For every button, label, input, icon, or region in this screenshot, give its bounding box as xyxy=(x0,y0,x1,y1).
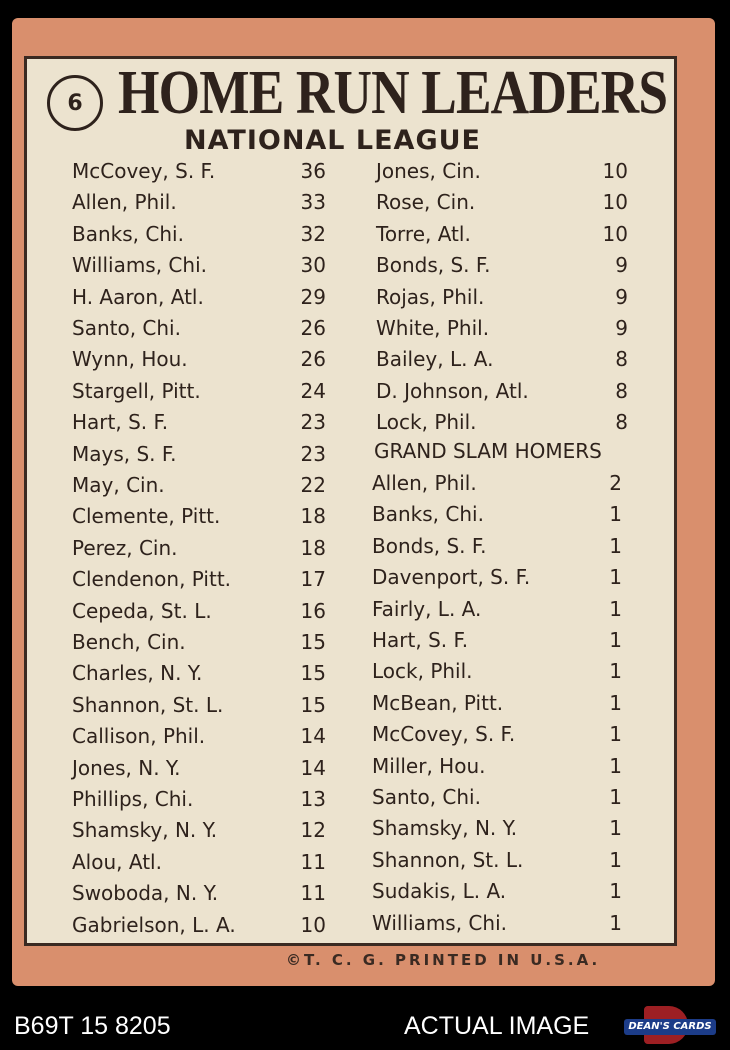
leader-row xyxy=(372,754,622,785)
logo-text: DEAN'S CARDS xyxy=(624,1019,716,1035)
home-run-count: 18 xyxy=(300,535,326,560)
player-name: Santo, Chi. xyxy=(72,316,181,340)
leader-row xyxy=(72,159,326,190)
home-run-count: 22 xyxy=(300,473,326,497)
leader-row xyxy=(376,190,628,221)
leader-row xyxy=(72,567,326,598)
leader-row xyxy=(376,347,628,378)
player-name: McCovey, S. F. xyxy=(72,159,216,183)
home-run-count: 26 xyxy=(300,316,326,340)
home-run-count: 1 xyxy=(609,816,622,841)
player-name: Lock, Phil. xyxy=(376,410,477,435)
league-subtitle: NATIONAL LEAGUE xyxy=(184,125,481,156)
inventory-code: B69T 15 8205 xyxy=(14,1012,171,1040)
player-name: Gabrielson, L. A. xyxy=(72,912,236,937)
home-run-count: 15 xyxy=(300,661,326,686)
player-name: Williams, Chi. xyxy=(372,910,507,935)
home-run-count: 1 xyxy=(609,596,622,621)
player-name: Wynn, Hou. xyxy=(72,347,188,372)
leader-row xyxy=(72,787,326,818)
leader-row xyxy=(72,253,326,284)
copyright-footer: ©T. C. G. PRINTED IN U.S.A. xyxy=(286,951,601,969)
home-run-count: 9 xyxy=(615,316,628,340)
leader-row xyxy=(72,693,326,724)
player-name: McBean, Pitt. xyxy=(372,690,504,715)
home-run-count: 18 xyxy=(300,504,326,529)
home-run-count: 10 xyxy=(602,159,628,183)
leader-row xyxy=(372,628,622,659)
player-name: Rojas, Phil. xyxy=(376,284,485,309)
home-run-count: 1 xyxy=(609,879,622,904)
home-run-count: 29 xyxy=(300,284,326,309)
leader-row xyxy=(372,691,622,722)
leader-row xyxy=(72,285,326,316)
home-run-count: 14 xyxy=(300,755,326,780)
player-name: Bonds, S. F. xyxy=(372,533,487,558)
leader-row xyxy=(72,661,326,692)
leader-row xyxy=(376,159,628,190)
leader-row xyxy=(72,724,326,755)
player-name: Shamsky, N. Y. xyxy=(72,818,218,843)
player-name: Phillips, Chi. xyxy=(72,787,194,811)
player-name: Perez, Cin. xyxy=(72,535,178,560)
home-run-count: 10 xyxy=(602,190,628,215)
leader-row xyxy=(72,881,326,912)
home-run-count: 15 xyxy=(300,630,326,654)
player-name: Banks, Chi. xyxy=(72,221,184,246)
home-run-count: 32 xyxy=(300,221,326,246)
player-name: Hart, S. F. xyxy=(72,410,169,435)
player-name: Rose, Cin. xyxy=(376,190,476,215)
leader-row xyxy=(72,347,326,378)
home-run-count: 13 xyxy=(300,787,326,811)
player-name: Allen, Phil. xyxy=(372,471,477,495)
leader-row xyxy=(72,222,326,253)
home-run-count: 30 xyxy=(300,253,326,278)
player-name: Santo, Chi. xyxy=(372,785,481,809)
leader-row xyxy=(372,911,622,942)
home-run-count: 1 xyxy=(609,910,622,935)
leader-row xyxy=(372,534,622,565)
player-name: Bench, Cin. xyxy=(72,630,186,654)
player-name: White, Phil. xyxy=(376,316,490,340)
home-run-count: 1 xyxy=(609,847,622,872)
player-name: Fairly, L. A. xyxy=(372,596,482,621)
leader-row xyxy=(372,816,622,847)
player-name: Jones, Cin. xyxy=(376,159,481,183)
leader-row xyxy=(372,597,622,628)
player-name: Clemente, Pitt. xyxy=(72,504,221,529)
home-run-count: 23 xyxy=(300,410,326,435)
home-run-count: 8 xyxy=(615,378,628,403)
leader-row xyxy=(72,190,326,221)
home-run-count: 1 xyxy=(609,533,622,558)
leader-row xyxy=(372,848,622,879)
leader-row xyxy=(376,410,628,441)
card-title: HOME RUN LEADERS xyxy=(118,59,668,127)
home-run-count: 10 xyxy=(602,221,628,246)
home-run-count: 24 xyxy=(300,378,326,403)
home-run-count: 1 xyxy=(609,565,622,590)
player-name: Bailey, L. A. xyxy=(376,347,494,372)
player-name: McCovey, S. F. xyxy=(372,722,516,747)
actual-image-label: ACTUAL IMAGE xyxy=(404,1012,590,1040)
player-name: Hart, S. F. xyxy=(372,628,469,652)
grand-slam-heading: GRAND SLAM HOMERS xyxy=(374,439,602,463)
leader-row xyxy=(372,879,622,910)
home-run-count: 12 xyxy=(300,818,326,843)
player-name: Sudakis, L. A. xyxy=(372,879,507,904)
leader-row xyxy=(372,785,622,816)
leader-row xyxy=(72,850,326,881)
leader-row xyxy=(376,316,628,347)
home-run-count: 26 xyxy=(300,347,326,372)
player-name: Shannon, St. L. xyxy=(72,692,224,717)
player-name: Shamsky, N. Y. xyxy=(372,816,518,841)
player-name: Williams, Chi. xyxy=(72,253,207,278)
leader-row xyxy=(72,442,326,473)
home-run-count: 1 xyxy=(609,659,622,684)
player-name: Allen, Phil. xyxy=(72,190,177,215)
player-name: Alou, Atl. xyxy=(72,849,162,874)
leader-row xyxy=(72,818,326,849)
home-run-count: 14 xyxy=(300,724,326,749)
leader-row xyxy=(376,285,628,316)
home-run-count: 8 xyxy=(615,410,628,435)
leader-row xyxy=(72,599,326,630)
leader-row xyxy=(376,222,628,253)
home-run-count: 1 xyxy=(609,785,622,809)
home-run-count: 11 xyxy=(300,881,326,906)
leader-row xyxy=(372,722,622,753)
home-run-count: 36 xyxy=(300,159,326,183)
leader-row xyxy=(72,379,326,410)
leader-row xyxy=(72,756,326,787)
home-run-count: 17 xyxy=(300,567,326,592)
card-number-badge: 6 xyxy=(47,75,103,131)
leader-row xyxy=(72,504,326,535)
home-run-count: 1 xyxy=(609,753,622,778)
home-run-count: 23 xyxy=(300,441,326,466)
player-name: Shannon, St. L. xyxy=(372,847,524,872)
leader-row xyxy=(72,410,326,441)
leader-row xyxy=(72,630,326,661)
home-run-count: 8 xyxy=(615,347,628,372)
player-name: D. Johnson, Atl. xyxy=(376,378,529,403)
home-run-count: 2 xyxy=(609,471,622,495)
player-name: Cepeda, St. L. xyxy=(72,598,212,623)
leader-row xyxy=(72,316,326,347)
player-name: Callison, Phil. xyxy=(72,724,206,749)
player-name: Charles, N. Y. xyxy=(72,661,203,686)
player-name: Mays, S. F. xyxy=(72,441,177,466)
home-run-count: 16 xyxy=(300,598,326,623)
home-run-count: 9 xyxy=(615,284,628,309)
leader-row xyxy=(372,659,622,690)
leader-row xyxy=(376,253,628,284)
player-name: Lock, Phil. xyxy=(372,659,473,684)
player-name: Stargell, Pitt. xyxy=(72,378,201,403)
home-run-count: 1 xyxy=(609,628,622,652)
home-run-count: 33 xyxy=(300,190,326,215)
leader-row xyxy=(72,536,326,567)
player-name: Davenport, S. F. xyxy=(372,565,531,590)
home-run-count: 11 xyxy=(300,849,326,874)
home-run-count: 1 xyxy=(609,690,622,715)
player-name: Banks, Chi. xyxy=(372,502,484,527)
player-name: Bonds, S. F. xyxy=(376,253,491,278)
leader-row xyxy=(372,502,622,533)
home-run-count: 15 xyxy=(300,692,326,717)
player-name: H. Aaron, Atl. xyxy=(72,284,204,309)
leader-row xyxy=(72,473,326,504)
home-run-count: 1 xyxy=(609,722,622,747)
player-name: Miller, Hou. xyxy=(372,753,486,778)
leader-row xyxy=(372,471,622,502)
player-name: May, Cin. xyxy=(72,473,165,497)
leader-row xyxy=(376,379,628,410)
player-name: Torre, Atl. xyxy=(376,221,471,246)
player-name: Jones, N. Y. xyxy=(72,755,181,780)
home-run-count: 1 xyxy=(609,502,622,527)
player-name: Swoboda, N. Y. xyxy=(72,881,219,906)
leader-row xyxy=(372,565,622,596)
home-run-count: 10 xyxy=(300,912,326,937)
player-name: Clendenon, Pitt. xyxy=(72,567,232,592)
deans-cards-logo xyxy=(624,1006,716,1044)
leader-row xyxy=(72,913,326,944)
home-run-count: 9 xyxy=(615,253,628,278)
